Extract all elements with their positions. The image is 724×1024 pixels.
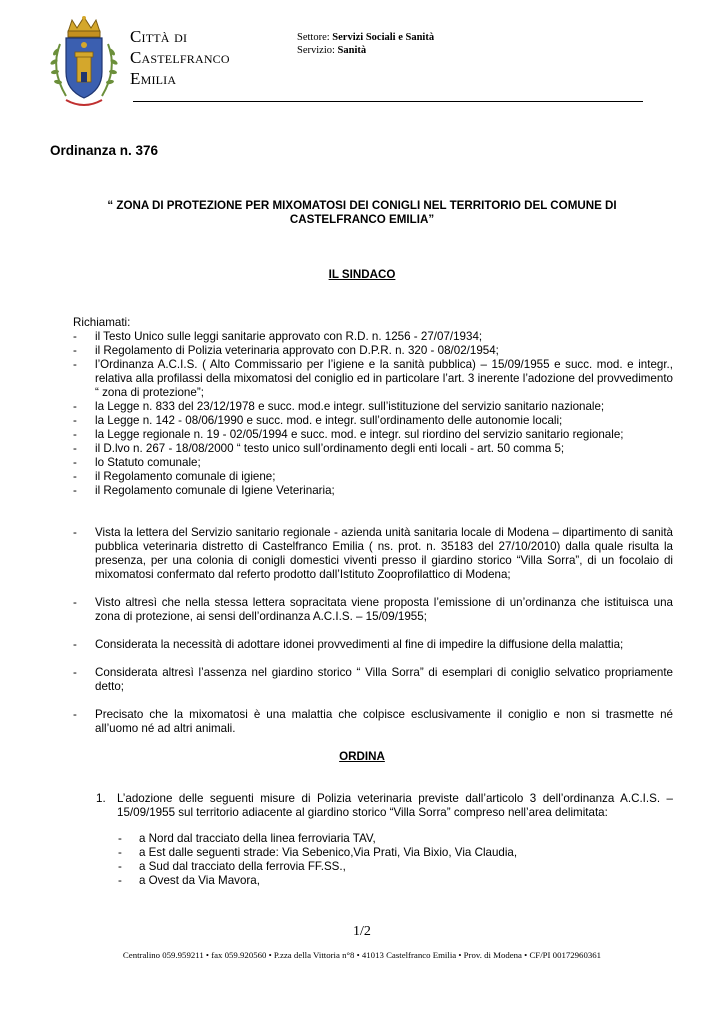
list-dash: - xyxy=(73,666,77,679)
richiamati-item-text: la Legge n. 142 - 08/06/1990 e succ. mod. e integr. sull’ordinamento delle autonomie locali; xyxy=(95,414,563,427)
list-dash: - xyxy=(118,874,122,887)
richiamati-item-text: la Legge n. 833 del 23/12/1978 e succ. mod.e integr. sull’istituzione del servizio sanitario nazionale; xyxy=(95,400,605,413)
coat-of-arms-logo xyxy=(46,14,122,112)
document-body xyxy=(73,316,673,736)
list-dash: - xyxy=(73,414,77,427)
richiamati-item-text: la Legge regionale n. 19 - 02/05/1994 e succ. mod. e integr. sul riordino del servizio sanitario regionale; xyxy=(95,428,624,441)
richiamati-list xyxy=(73,330,673,498)
richiamati-item xyxy=(73,414,673,428)
richiamati-item xyxy=(73,484,673,498)
richiamati-item-text: il Regolamento di Polizia veterinaria approvato con D.P.R. n. 320 - 08/02/1954; xyxy=(95,344,499,357)
richiamati-item-text: il Testo Unico sulle leggi sanitarie approvato con R.D. n. 1256 - 27/07/1934; xyxy=(95,330,483,343)
list-dash: - xyxy=(73,470,77,483)
sindaco-heading: IL SINDACO xyxy=(328,268,396,281)
footer-contact: Centralino 059.959211 • fax 059.920560 • P.zza della Vittoria n°8 • 41013 Castelfranco Emilia • Prov. di Modena • CF/PI 00172960361 xyxy=(122,950,602,960)
richiamati-item xyxy=(73,400,673,414)
consideration-item-text: Considerata la necessità di adottare idonei provvedimenti al fine di impedire la diffusione della malattia; xyxy=(95,638,624,651)
richiamati-item xyxy=(73,344,673,358)
consideration-item xyxy=(73,526,673,582)
list-dash: - xyxy=(118,832,122,845)
order-item-text: L’adozione delle seguenti misure di Polizia veterinaria previste dall’articolo 3 dell’ordinanza A.C.I.S. – 15/09/1955 sul territorio adiacente al giardino storico “Villa Sorra” compreso nell’area delimitata: xyxy=(117,792,673,819)
consideration-item-text: Vista la lettera del Servizio sanitario regionale - azienda unità sanitaria locale di Modena – dipartimento di sanità pubblica veterinaria distretto di Castelfranco Emilia ( ns. prot. n. 35183 del 27/10/2010) dalla quale risulta la presenza, per una colonia di conigli domestici viventi presso il giardino storico “Villa Sorra”, di un focolaio di mixomatosi confermato dal referto prodotto dall’Istituto Zooprofilattico di Modena; xyxy=(95,526,673,581)
consideration-item-text: Visto altresì che nella stessa lettera sopracitata viene proposta l’emissione di un’ordinanza che istituisca una zona di protezione, ai sensi dell’ordinanza A.C.I.S. – 15/09/1955; xyxy=(95,596,673,623)
settore-line xyxy=(297,31,434,44)
order-item-number: 1. xyxy=(96,792,106,805)
richiamati-item xyxy=(73,456,673,470)
richiamati-item xyxy=(73,442,673,456)
list-dash: - xyxy=(73,484,77,497)
richiamati-item xyxy=(73,358,673,400)
list-dash: - xyxy=(73,400,77,413)
list-dash: - xyxy=(73,638,77,651)
area-bound-item-text: a Nord dal tracciato della linea ferroviaria TAV, xyxy=(139,832,376,845)
richiamati-item-text: lo Statuto comunale; xyxy=(95,456,201,469)
list-dash: - xyxy=(73,708,77,721)
servizio-label: Servizio: xyxy=(297,45,335,56)
consideration-item xyxy=(73,638,673,652)
area-bound-item-text: a Ovest da Via Mavora, xyxy=(139,874,260,887)
area-bound-item-text: a Sud dal tracciato della ferrovia FF.SS., xyxy=(139,860,346,873)
list-dash: - xyxy=(73,358,77,371)
ordina-heading: ORDINA xyxy=(339,750,385,763)
list-dash: - xyxy=(118,860,122,873)
city-name xyxy=(130,26,230,89)
city-name-line2: Castelfranco xyxy=(130,48,230,67)
area-bound-item xyxy=(118,874,517,888)
list-dash: - xyxy=(73,330,77,343)
area-bound-item xyxy=(118,832,517,846)
considerations-list xyxy=(73,526,673,736)
list-dash: - xyxy=(73,344,77,357)
city-name-line1: Città di xyxy=(130,27,188,46)
order-item xyxy=(96,792,673,820)
city-name-line3: Emilia xyxy=(130,69,177,88)
list-dash: - xyxy=(73,526,77,539)
document-title: Ordinanza n. 376 xyxy=(50,143,159,158)
document-subject: “ ZONA DI PROTEZIONE PER MIXOMATOSI DEI CONIGLI NEL TERRITORIO DEL COMUNE DI CASTELFRANCO EMILIA” xyxy=(107,199,617,226)
list-dash: - xyxy=(118,846,122,859)
richiamati-item-text: il Regolamento comunale di Igiene Veterinaria; xyxy=(95,484,335,497)
list-dash: - xyxy=(73,596,77,609)
richiamati-item-text: il Regolamento comunale di igiene; xyxy=(95,470,276,483)
consideration-item xyxy=(73,596,673,624)
list-dash: - xyxy=(73,442,77,455)
page-number: 1/2 xyxy=(353,924,371,939)
servizio-value: Sanità xyxy=(337,45,367,56)
consideration-item xyxy=(73,666,673,694)
richiamati-item-text: il D.lvo n. 267 - 18/08/2000 “ testo unico sull’ordinamento degli enti locali - art. 50 comma 5; xyxy=(95,442,565,455)
header-divider xyxy=(133,101,643,102)
servizio-line xyxy=(297,44,434,57)
richiamati-item xyxy=(73,330,673,344)
area-bound-item-text: a Est dalle seguenti strade: Via Sebenico,Via Prati, Via Bixio, Via Claudia, xyxy=(139,846,518,859)
area-bound-item xyxy=(118,860,517,874)
area-bounds-list xyxy=(118,832,517,888)
richiamati-item xyxy=(73,428,673,442)
richiamati-item-text: l’Ordinanza A.C.I.S. ( Alto Commissario per l’igiene e la sanità pubblica) – 15/09/1955 e succ. mod. e integr., relativa alla profilassi della mixomatosi del coniglio ed in particolare l’art. 3 inerente l’adozione del provvedimento “ zona di protezione”; xyxy=(95,358,673,399)
settore-value: Servizi Sociali e Sanità xyxy=(332,32,435,43)
list-dash: - xyxy=(73,456,77,469)
richiamati-label: Richiamati: xyxy=(73,316,131,329)
department-info xyxy=(297,31,434,57)
settore-label: Settore: xyxy=(297,32,330,43)
area-bound-item xyxy=(118,846,517,860)
consideration-item xyxy=(73,708,673,736)
richiamati-item xyxy=(73,470,673,484)
consideration-item-text: Precisato che la mixomatosi è una malattia che colpisce esclusivamente il coniglio e non si trasmette né all’uomo né ad altri animali. xyxy=(95,708,673,735)
consideration-item-text: Considerata altresì l’assenza nel giardino storico “ Villa Sorra” di esemplari di coniglio selvatico propriamente detto; xyxy=(95,666,673,693)
list-dash: - xyxy=(73,428,77,441)
